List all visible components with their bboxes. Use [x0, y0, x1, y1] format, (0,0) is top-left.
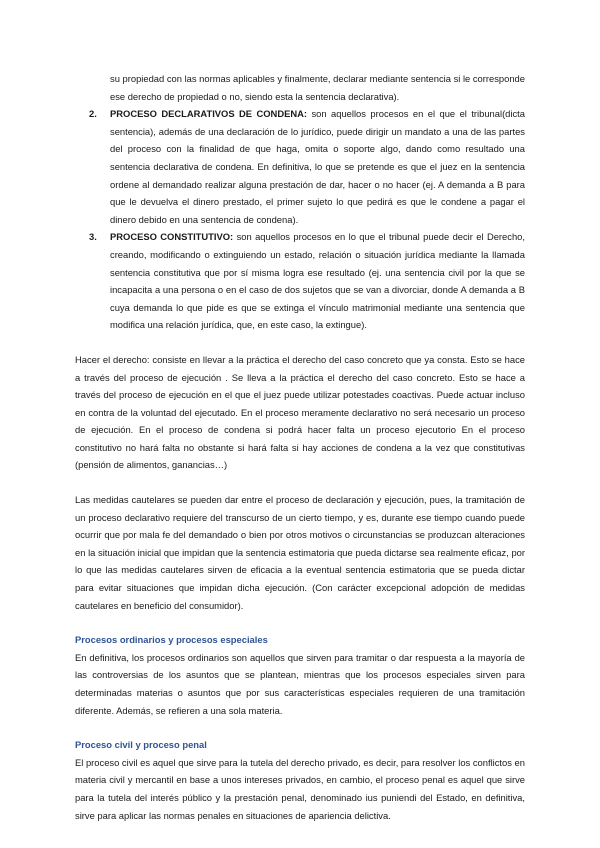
section-heading: Procesos ordinarios y procesos especiales	[75, 634, 268, 646]
list-item-body: son aquellos procesos en el que el tribunal(dicta sentencia), además de una declaración de lo jurídico, puede dirigir un mandato a una de las partes del proceso con la finalidad de que haga, omita o soporte algo, dando como resultado una sentencia declarativa de condena. En definitiva, lo que se pretende es que el juez en la sentencia ordene al demandado realizar alguna prestación de dar, hacer o no hacer (ej. A demanda a B para que le devuelva el dinero prestado, el primer sujeto lo que pedirá es que le condene a pagar el dinero debido en una sentencia de condena).	[110, 108, 525, 225]
paragraph-execution: Hacer el derecho: consiste en llevar a la práctica el derecho del caso concreto que ya consta. Esto se hace a través del proceso de ejecución . Se lleva a la práctica el derecho del caso concreto. Esto se hace a través del proceso de ejecución en el que el juez puede utilizar potestades coactivas. Puede actuar incluso en contra de la voluntad del ejecutado. En el proceso meramente declarativo no será necesario un proceso de ejecución. En el proceso de condena si podrá hacer falta un proceso ejecutorio En el proceso constitutivo no hará falta no obstante si hará falta si hay acciones de condena a la vez que constitutivas (pensión de alimentos, ganancias…)	[75, 353, 525, 471]
list-item-constitutivo	[89, 228, 525, 334]
section-civil-penal	[75, 736, 525, 824]
section-body: El proceso civil es aquel que sirve para la tutela del derecho privado, es decir, para resolver los conflictos en materia civil y mercantil en base a unos intereses privados, en cambio, el proceso penal es aquel que sirve para la tutela del interés público y la prestación penal, denominado ius puniendi del Estado, en definitiva, sirve para aplicar las normas penales en situaciones de apariencia delictiva.	[75, 756, 525, 821]
process-type-list	[75, 105, 525, 334]
list-number: 2.	[89, 108, 97, 120]
section-body: En definitiva, los procesos ordinarios son aquellos que sirven para tramitar o dar respuesta a la mayoría de las controversias de los asuntos que se plantean, mientras que los procesos especiales sirven para determinadas materias o asuntos que por sus características especiales requieren de una tramitación diferente. Además, se refieren a una sola materia.	[75, 651, 525, 716]
list-number: 3.	[89, 231, 97, 243]
list-item-text	[110, 105, 525, 228]
section-ordinarios-especiales	[75, 631, 525, 719]
paragraph-cautelares: Las medidas cautelares se pueden dar entre el proceso de declaración y ejecución, pues, la tramitación de un proceso declarativo requiere del transcurso de un cierto tiempo, y es, durante ese tiempo cuando puede ocurrir que por mala fe del demandado o bien por otros motivos o circunstancias se produzcan alteraciones en la situación inicial que impidan que la sentencia estimatoria que pueda dictarse sea realmente eficaz, por lo que las medidas cautelares sirven de eficacia a la eventual sentencia estimatoria que se pueda dictar para evitar situaciones que impidan dicha ejecución. (Con carácter excepcional adopción de medidas cautelares en beneficio del consumidor).	[75, 494, 525, 611]
list-item-term: PROCESO CONSTITUTIVO:	[110, 231, 234, 243]
list-item-declarativo-condena	[89, 105, 525, 228]
list-item-body: son aquellos procesos en lo que el tribunal puede decir el Derecho, creando, modificando o extinguiendo un estado, relación o situación jurídica mediante la llamada sentencia constitutiva que por sí misma logra ese resultado (ej. una sentencia civil por la que se incapacita a una persona o en el caso de dos sujetos que se van a divorciar, donde A demanda a B cuya demanda lo que pide es que se extinga el vínculo matrimonial mediante una sentencia que modifica una relación jurídica, que, en este caso, la extingue).	[110, 231, 525, 331]
list-continuation: su propiedad con las normas aplicables y finalmente, declarar mediante sentencia si le corresponde ese derecho de propiedad o no, siendo esta la sentencia declarativa).	[110, 73, 525, 102]
section-heading: Proceso civil y proceso penal	[75, 739, 207, 751]
list-item-term: PROCESO DECLARATIVOS DE CONDENA:	[110, 108, 308, 120]
list-item-text	[110, 228, 525, 334]
